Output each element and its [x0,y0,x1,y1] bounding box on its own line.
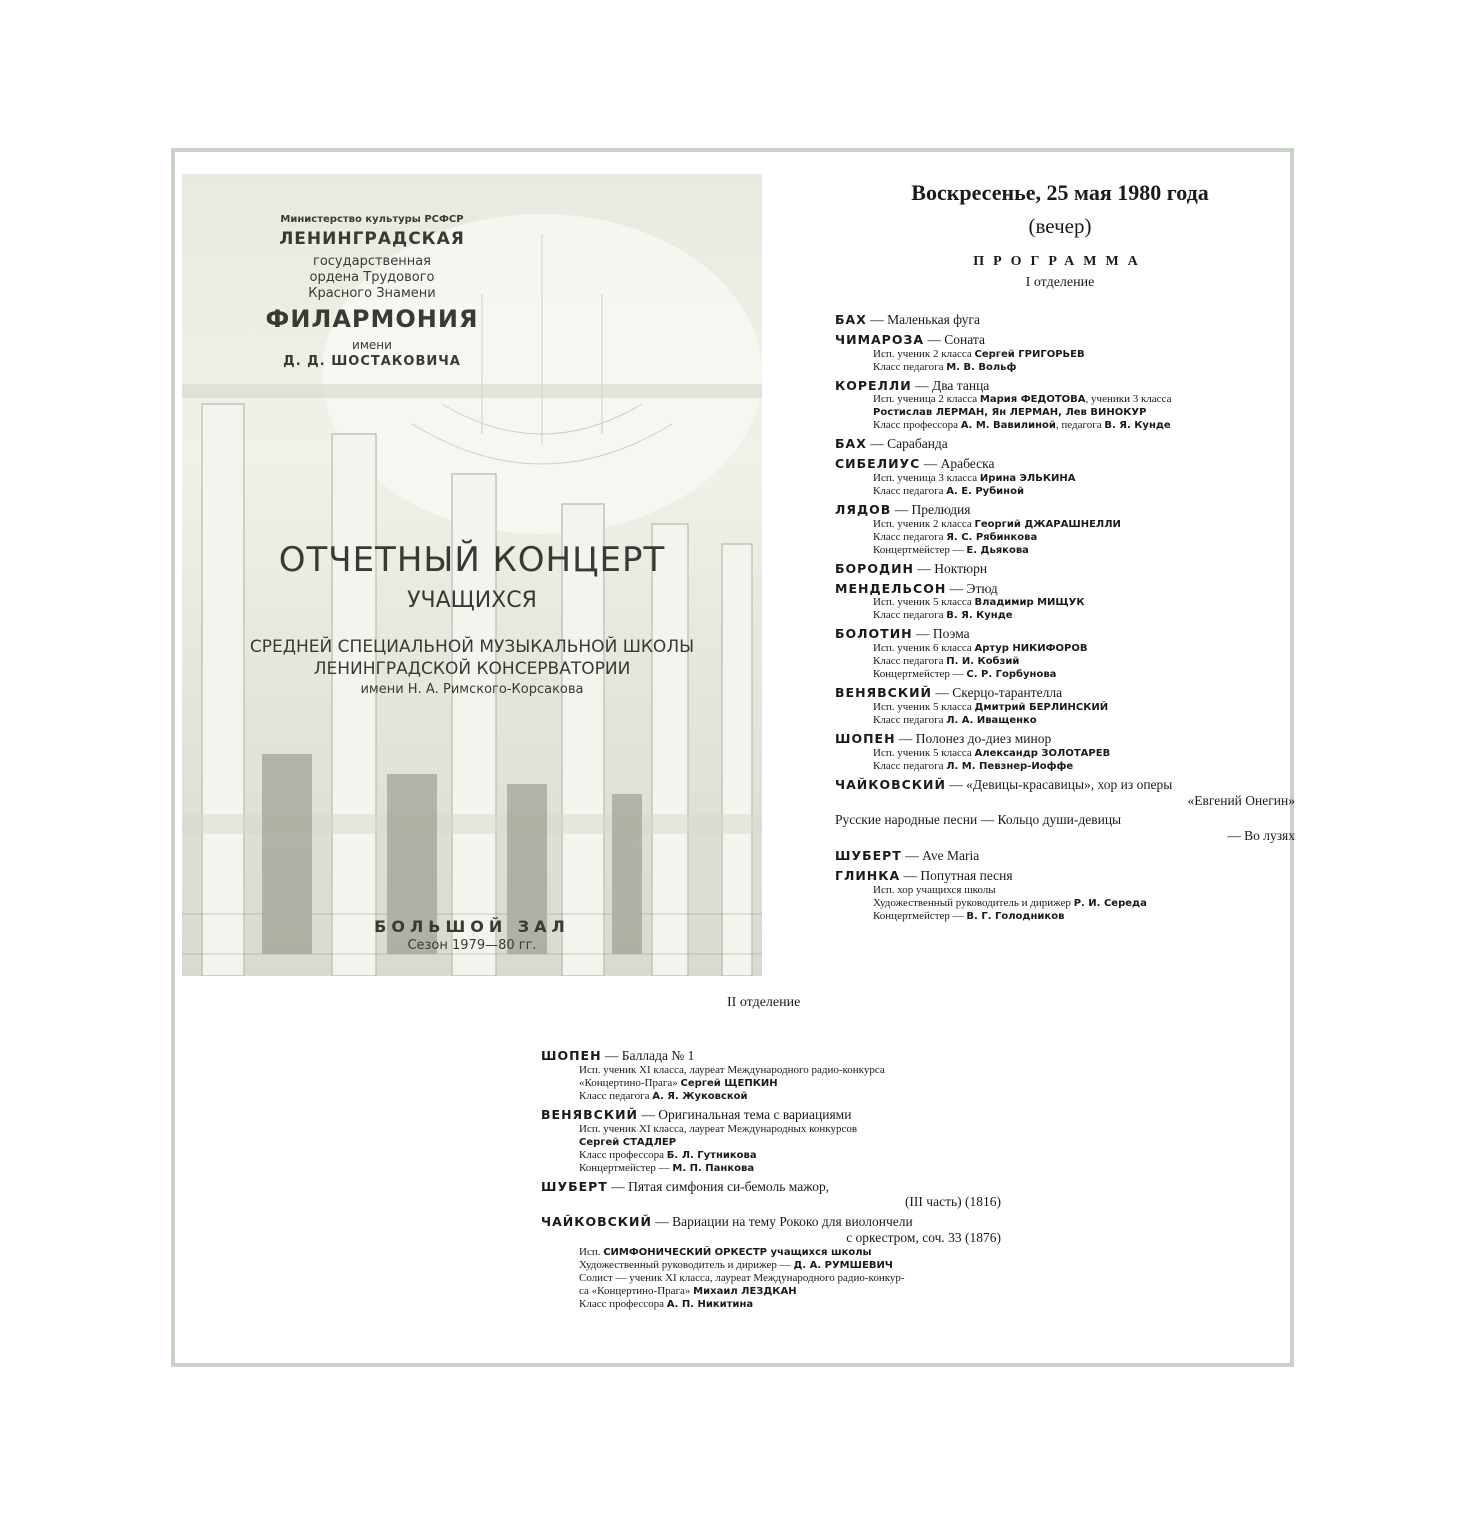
program-item [835,312,1295,328]
program-item-title [835,777,1295,793]
detail-text: Исп. ученик 5 класса [873,596,975,609]
work-title: — Попутная песня [900,867,1013,883]
detail-name: Л. А. Иващенко [946,714,1037,726]
program-item [835,731,1295,773]
work-title: Русские народные песни — Кольцо души-девицы [835,812,1122,828]
work-title: — Этюд [946,580,998,596]
composer-name: ЛЯДОВ [835,501,892,517]
detail-text: Класс педагога [873,655,947,668]
detail-name: Б. Л. Гутникова [666,1149,757,1161]
performer-detail [835,419,1295,432]
work-title: — Прелюдия [891,501,971,517]
detail-name: Д. А. РУМШЕВИЧ [793,1259,893,1271]
program-item-title [835,312,1295,328]
detail-name: Владимир МИЩУК [974,597,1085,609]
detail-text: Класс профессора [873,419,961,432]
detail-name: Михаил ЛЕЗДКАН [693,1285,797,1297]
detail-name: Дмитрий БЕРЛИНСКИЙ [974,701,1109,713]
performer-detail [835,472,1295,485]
cover-imeni: имени [352,338,392,352]
cover-shostakovich: Д. Д. ШОСТАКОВИЧА [283,354,461,369]
performer-detail [541,1259,1001,1272]
detail-text: Класс педагога [579,1089,653,1102]
composer-name: БАХ [835,312,867,327]
concert-date: Воскресенье, 25 мая 1980 года [911,180,1209,205]
program-item [835,502,1295,557]
part2-list [541,1048,1001,1311]
work-title-continued: с оркестром, соч. 33 (1876) [846,1229,1001,1245]
detail-text: Класс педагога [873,609,947,622]
cover-philharmonic: ФИЛАРМОНИЯ [265,305,479,333]
detail-text: Исп. ученик XI класса, лауреат Международного радио-конкурса [579,1063,885,1076]
part1-list [835,312,1295,923]
detail-tail: , ученики 3 класса [1085,393,1172,406]
work-title: — Арабеска [920,456,995,472]
detail-name: Мария ФЕДОТОВА [979,394,1086,406]
detail-tail: , педагога [1055,419,1105,432]
detail-text: Исп. ученик 6 класса [873,642,975,655]
detail-text: Класс педагога [873,759,947,772]
detail-name: Я. С. Рябинкова [946,531,1038,543]
part1-heading: I отделение [1025,275,1095,290]
detail-text: Исп. ученица 3 класса [873,471,980,484]
work-title: — Оригинальная тема с вариациями [638,1106,852,1122]
detail-name: Сергей СТАДЛЕР [579,1136,677,1148]
detail-text: Исп. ученик 5 класса [873,746,975,759]
composer-name: ШУБЕРТ [835,847,902,863]
performer-detail [835,897,1295,910]
performer-detail [835,701,1295,714]
composer-name: КОРЕЛЛИ [835,377,912,393]
performer-detail [835,596,1295,609]
program-item-title [835,812,1295,828]
detail-text: Исп. хор учащихся школы [873,883,996,896]
detail-name: Р. И. Середа [1073,897,1147,909]
cover-students: УЧАЩИХСЯ [407,588,537,613]
cover-ministry: Министерство культуры РСФСР [280,214,464,225]
performer-detail [541,1090,1001,1103]
program-item-title [835,868,1295,884]
performer-detail [541,1123,1001,1136]
program-item-title [835,685,1295,701]
work-title-continued: — Во лузях [1227,828,1295,844]
program-item-title [541,1179,1001,1195]
detail-text: са «Концертино-Прага» [579,1284,694,1297]
work-title-continued: (III часть) (1816) [904,1194,1001,1210]
performer-detail [541,1136,1001,1149]
detail-name: С. Р. Горбунова [966,669,1057,681]
detail-text: «Концертино-Прага» [579,1076,681,1089]
program-item-title [541,1214,1001,1230]
composer-name: ВЕНЯВСКИЙ [835,685,932,701]
program-item [835,685,1295,727]
detail-text: Исп. ученица 2 класса [873,393,980,406]
detail-text: Исп. ученик 2 класса [873,517,975,530]
work-title: — Вариации на тему Рококо для виолончели [651,1214,913,1230]
program-item [835,378,1295,433]
program-item-title [835,332,1295,348]
program-item [835,436,1295,452]
composer-name: БОЛОТИН [835,626,913,642]
composer-name: ГЛИНКА [835,867,901,883]
detail-name-2: В. Я. Кунде [1104,420,1171,432]
performer-detail [835,642,1295,655]
performer-detail [541,1298,1001,1311]
performer-detail [835,361,1295,374]
program-item-title [835,561,1295,577]
program-item-title [835,626,1295,642]
detail-text: Концертмейстер — [873,668,967,681]
performer-detail [541,1285,1001,1298]
work-title: — Скерцо-тарантелла [932,685,1063,701]
cover-rimsky: имени Н. А. Римского-Корсакова [360,682,584,697]
detail-name: Георгий ДЖАРАШНЕЛЛИ [974,518,1121,530]
performer-detail [835,668,1295,681]
detail-text: Концертмейстер — [579,1161,673,1174]
performer-detail [835,760,1295,773]
detail-text: Класс педагога [873,360,947,373]
program-item [541,1048,1001,1103]
program-item [541,1107,1001,1175]
detail-text: Класс профессора [579,1148,667,1161]
detail-name: Ростислав ЛЕРМАН, Ян ЛЕРМАН, Лев ВИНОКУР [873,407,1147,419]
composer-name: ШУБЕРТ [541,1178,608,1194]
detail-name: Александр ЗОЛОТАРЕВ [974,747,1111,759]
detail-name: Е. Дьякова [966,544,1029,556]
detail-name: П. И. Кобзий [946,656,1020,668]
cover-season: Сезон 1979—80 гг. [407,938,537,953]
program-item-title [541,1107,1001,1123]
composer-name: БАХ [835,436,867,452]
performer-detail [541,1162,1001,1175]
part2-heading: II отделение [727,995,801,1010]
performer-detail [835,531,1295,544]
detail-text: Класс педагога [873,530,947,543]
concert-evening: (вечер) [1028,214,1092,238]
detail-name: А. П. Никитина [666,1298,754,1310]
composer-name: МЕНДЕЛЬСОН [835,580,947,596]
program-item [835,868,1295,923]
detail-name: А. Я. Жуковской [652,1090,748,1102]
performer-detail [835,348,1295,361]
detail-text: Солист — ученик XI класса, лауреат Международного радио-конкур- [579,1271,905,1284]
detail-text: Исп. ученик 5 класса [873,700,975,713]
performer-detail [541,1077,1001,1090]
performer-detail [541,1272,1001,1285]
performer-detail [835,544,1295,557]
detail-text: Концертмейстер — [873,543,967,556]
work-title: — Сарабанда [866,436,948,452]
program-item [835,848,1295,864]
composer-name: ШОПЕН [835,730,896,746]
performer-detail [541,1246,1001,1259]
work-title: — «Девицы-красавицы», хор из оперы [945,776,1173,792]
detail-name: Сергей ЩЕПКИН [680,1077,778,1089]
program-item-title [835,581,1295,597]
performer-detail [835,655,1295,668]
program-item-title [835,378,1295,394]
program-item-title [835,502,1295,518]
detail-name: Л. М. Певзнер-Иоффе [946,760,1074,772]
work-title: — Ноктюрн [914,560,988,576]
work-title: — Полонез до-диез минор [895,730,1052,746]
composer-name: ЧАЙКОВСКИЙ [541,1214,652,1230]
detail-name: Сергей ГРИГОРЬЕВ [974,348,1085,360]
program-item [835,456,1295,498]
work-title: — Два танца [911,377,990,393]
program-item [541,1179,1001,1211]
performer-detail [541,1064,1001,1077]
composer-name: ВЕНЯВСКИЙ [541,1106,638,1122]
detail-name: Ирина ЭЛЬКИНА [979,472,1076,484]
detail-name: В. Я. Кунде [946,610,1013,622]
detail-name: М. П. Панкова [672,1162,755,1174]
performer-detail [835,609,1295,622]
detail-text: Исп. ученик 2 класса [873,347,975,360]
program-item-title [835,436,1295,452]
program-item [541,1214,1001,1311]
detail-name: В. Г. Голодников [966,910,1065,922]
program-item [835,561,1295,577]
program-item-title [541,1048,1001,1064]
performer-detail [835,910,1295,923]
detail-text: Исп. ученик XI класса, лауреат Международных конкурсов [579,1122,858,1135]
performer-detail [835,393,1295,406]
composer-name: ШОПЕН [541,1048,602,1063]
program-item-title [835,848,1295,864]
cover-hall: БОЛЬШОЙ ЗАЛ [374,917,570,936]
work-title: — Поэма [912,626,970,642]
detail-name: СИМФОНИЧЕСКИЙ ОРКЕСТР учащихся школы [603,1246,872,1258]
program-item [835,777,1295,809]
detail-text: Художественный руководитель и дирижер [873,896,1074,909]
work-title-continued: «Евгений Онегин» [1187,792,1295,808]
work-title: — Пятая симфония си-бемоль мажор, [607,1178,830,1194]
detail-text: Класс профессора [579,1297,667,1310]
performer-detail [835,518,1295,531]
cover-leningrad: ЛЕНИНГРАДСКАЯ [279,229,465,249]
work-title: — Ave Maria [901,847,980,863]
work-title: — Соната [924,331,985,347]
cover-report-title: ОТЧЕТНЫЙ КОНЦЕРТ [278,540,666,580]
detail-name: А. Е. Рубиной [946,485,1024,497]
composer-name: БОРОДИН [835,560,914,576]
work-title: — Баллада № 1 [601,1048,695,1063]
program-item-title [835,456,1295,472]
program-item-title [835,731,1295,747]
detail-text: Класс педагога [873,713,947,726]
cover-school: СРЕДНЕЙ СПЕЦИАЛЬНОЙ МУЗЫКАЛЬНОЙ ШКОЛЫ ЛЕНИНГРАДСКОЙ КОНСЕРВАТОРИИ [249,637,695,679]
program-item [835,581,1295,623]
performer-detail [541,1149,1001,1162]
program-item [835,812,1295,844]
composer-name: ЧИМАРОЗА [835,331,925,347]
performer-detail [835,747,1295,760]
detail-text: Исп. [579,1245,604,1258]
performer-detail [835,406,1295,419]
work-title: — Маленькая фуга [866,312,980,327]
detail-text: Класс педагога [873,484,947,497]
performer-detail [835,714,1295,727]
performer-detail [835,485,1295,498]
detail-name: А. М. Вавилиной [960,420,1056,432]
program-item [835,626,1295,681]
detail-name: М. В. Вольф [946,361,1017,373]
detail-text: Художественный руководитель и дирижер — [579,1258,794,1271]
cover-image [182,174,762,976]
composer-name: СИБЕЛИУС [835,456,921,472]
cover-gos-lines: государственная ордена Трудового Красного Знамени [308,254,436,301]
program-heading: ПРОГРАММА [973,254,1147,269]
detail-text: Концертмейстер — [873,909,967,922]
program-item [835,332,1295,374]
composer-name: ЧАЙКОВСКИЙ [835,776,946,792]
detail-name: Артур НИКИФОРОВ [974,643,1088,655]
performer-detail [835,884,1295,897]
